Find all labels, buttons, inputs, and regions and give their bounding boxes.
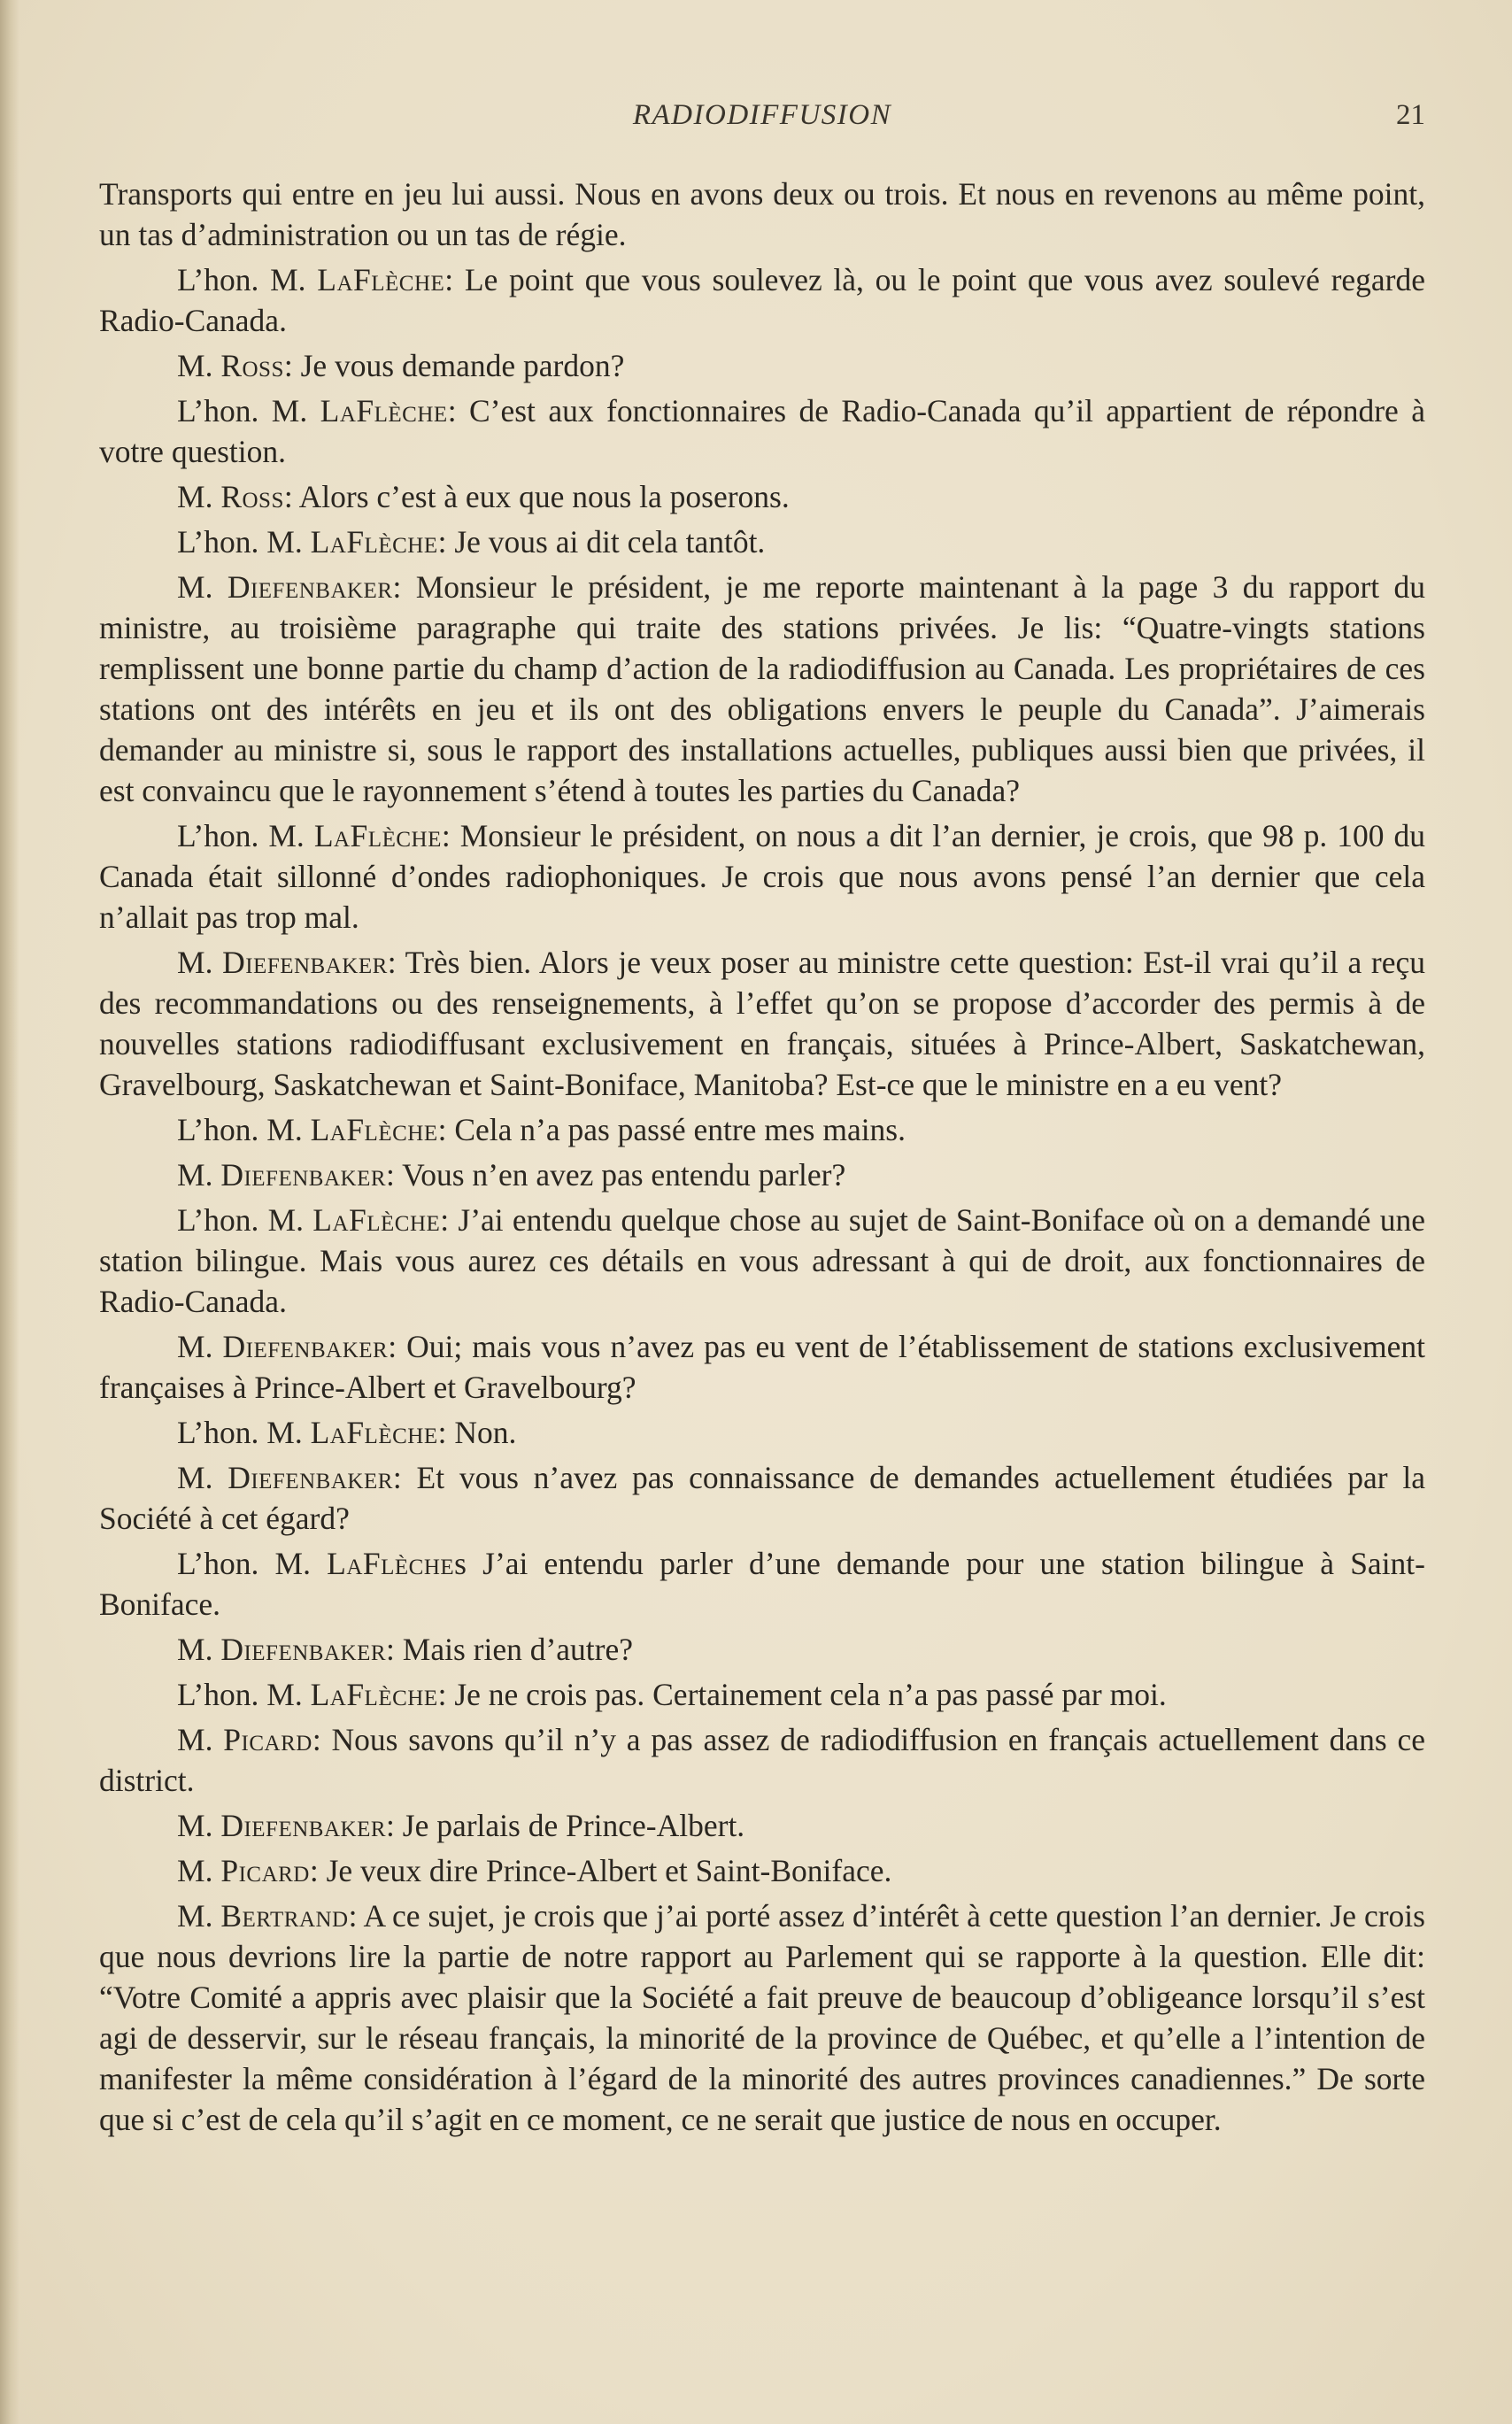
speaker-title: L’hon. M. — [177, 1677, 311, 1712]
paragraph — [99, 1629, 1425, 1670]
speaker-title: L’hon. M. — [177, 262, 318, 297]
paragraph-text: : Nous savons qu’il n’y a pas assez de radiodiffusion en français actuellement dans ce district. — [99, 1722, 1425, 1798]
page-header — [99, 99, 1425, 143]
speaker-title: M. — [177, 1157, 221, 1193]
speaker-title: L’hon. M. — [177, 393, 320, 428]
paragraph — [99, 390, 1425, 472]
speaker-title: L’hon. M. — [177, 1415, 311, 1450]
speaker-title: L’hon. M. — [177, 524, 311, 560]
paragraph — [99, 174, 1425, 255]
binding-edge — [0, 0, 19, 2424]
paragraph-text: : Très bien. Alors je veux poser au ministre cette question: Est-il vrai qu’il a reçu des recommandations ou des renseignements, à l’effet qu’on se propose d’accorder des permis à de nouvelles stations radiodiffusant exclusivement en français, situées à Prince-Albert, Saskatchewan, Gravelbourg, Saskatchewan et Saint-Boniface, Manitoba? Est-ce que le ministre en a eu vent? — [99, 945, 1425, 1102]
paragraph — [99, 476, 1425, 517]
running-title: RADIODIFFUSION — [632, 99, 892, 131]
paragraph — [99, 1895, 1425, 2140]
speaker-title: M. — [177, 1808, 221, 1843]
speaker-title: L’hon. M. — [177, 1112, 311, 1147]
paragraph-text: : Alors c’est à eux que nous la poserons. — [283, 479, 790, 514]
paragraph — [99, 1457, 1425, 1539]
paragraph-text: : Oui; mais vous n’avez pas eu vent de l’établissement de stations exclusivement françaises à Prince-Albert et Gravelbourg? — [99, 1329, 1425, 1405]
paragraph — [99, 345, 1425, 386]
paragraph — [99, 1200, 1425, 1322]
paragraph-text: : C’est aux fonctionnaires de Radio-Canada qu’il appartient de répondre à votre question. — [99, 393, 1425, 469]
speaker-name: Diefenbaker — [220, 1808, 387, 1843]
paragraph — [99, 1719, 1425, 1801]
paragraph-text: : Je vous demande pardon? — [283, 348, 625, 383]
speaker-title: M. — [177, 1853, 221, 1888]
speaker-name: LaFlèche — [310, 1677, 438, 1712]
paragraph — [99, 942, 1425, 1105]
speaker-title: M. — [177, 1329, 223, 1364]
speaker-title: L’hon. M. — [177, 1202, 313, 1238]
paragraph-text: : Non. — [437, 1415, 517, 1450]
paragraph — [99, 1850, 1425, 1891]
speaker-name: Diefenbaker — [222, 945, 388, 980]
speaker-title: M. — [177, 479, 221, 514]
speaker-title: M. — [177, 1460, 228, 1495]
speaker-title: M. — [177, 1898, 221, 1934]
paragraph-text: : Je ne crois pas. Certainement cela n’a pas passé par moi. — [437, 1677, 1167, 1712]
speaker-name: Diefenbaker — [220, 1157, 387, 1193]
paragraph-text: : Vous n’en avez pas entendu parler? — [386, 1157, 846, 1193]
body-text — [99, 174, 1425, 2144]
speaker-name: Diefenbaker — [227, 569, 393, 605]
paragraph-text: : Je parlais de Prince-Albert. — [386, 1808, 745, 1843]
speaker-name: LaFlèche — [310, 1112, 438, 1147]
speaker-name: Bertrand — [220, 1898, 349, 1934]
speaker-name: Picard — [223, 1722, 312, 1757]
paragraph-text: : Et vous n’avez pas connaissance de demandes actuellement étudiées par la Société à cet égard? — [99, 1460, 1425, 1536]
paragraph — [99, 1805, 1425, 1846]
speaker-name: Diefenbaker — [220, 1632, 387, 1667]
paragraph-text: Transports qui entre en jeu lui aussi. Nous en avons deux ou trois. Et nous en revenons au même point, un tas d’administration ou un tas de régie. — [99, 176, 1425, 252]
paragraph — [99, 259, 1425, 341]
page-number: 21 — [1396, 99, 1425, 131]
paragraph — [99, 1326, 1425, 1408]
paragraph — [99, 1412, 1425, 1453]
speaker-name: LaFlèche — [327, 1546, 455, 1581]
speaker-title: L’hon. M. — [177, 1546, 328, 1581]
speaker-title: M. — [177, 569, 228, 605]
paragraph — [99, 1154, 1425, 1195]
speaker-title: M. — [177, 1632, 221, 1667]
speaker-title: M. — [177, 1722, 224, 1757]
paragraph-text: : Monsieur le président, on nous a dit l’an dernier, je crois, que 98 p. 100 du Canada était sillonné d’ondes radiophoniques. Je crois que nous avons pensé l’an dernier que cela n’allait pas trop mal. — [99, 818, 1425, 935]
paragraph-text: : Je vous ai dit cela tantôt. — [437, 524, 766, 560]
speaker-title: L’hon. M. — [177, 818, 314, 853]
speaker-title: M. — [177, 348, 221, 383]
speaker-name: LaFlèche — [310, 524, 438, 560]
paragraph-text: : Le point que vous soulevez là, ou le point que vous avez soulevé regarde Radio-Canada. — [99, 262, 1425, 338]
paragraph — [99, 567, 1425, 811]
paragraph-text: : Mais rien d’autre? — [386, 1632, 633, 1667]
speaker-title: M. — [177, 945, 223, 980]
speaker-name: LaFlèche — [317, 262, 445, 297]
paragraph — [99, 1109, 1425, 1150]
speaker-name: Picard — [220, 1853, 310, 1888]
speaker-name: Diefenbaker — [222, 1329, 389, 1364]
speaker-name: LaFlèche — [310, 1415, 438, 1450]
speaker-name: LaFlèche — [312, 1202, 441, 1238]
speaker-name: Ross — [220, 348, 284, 383]
paragraph-text: : Monsieur le président, je me reporte maintenant à la page 3 du rapport du ministre, au troisième paragraphe qui traite des stations privées. Je lis: “Quatre-vingts stations remplissent une bonne partie du champ d’action de la radiodiffusion au Canada. Les propriétaires de ces stations ont des intérêts en jeu et ils ont des obligations envers le peuple du Canada”. J’aimerais demander au ministre si, sous le rapport des installations actuelles, publiques aussi bien que privées, il est convaincu que le rayonnement s’étend à toutes les parties du Canada? — [99, 569, 1425, 808]
paragraph-text: : Cela n’a pas passé entre mes mains. — [437, 1112, 906, 1147]
paragraph-text: : J’ai entendu quelque chose au sujet de Saint-Boniface où on a demandé une station bilingue. Mais vous aurez ces détails en vous adressant à qui de droit, aux fonctionnaires de Radio-Canada. — [99, 1202, 1425, 1319]
paragraph — [99, 815, 1425, 938]
paragraph-text: : Je veux dire Prince-Albert et Saint-Boniface. — [309, 1853, 892, 1888]
paragraph-text: : A ce sujet, je crois que j’ai porté assez d’intérêt à cette question l’an dernier. Je crois que nous devrions lire la partie de notre rapport au Parlement qui se rapporte à la question. Elle dit: “Votre Comité a appris avec plaisir que la Société a fait preuve de beaucoup d’obligeance lorsqu’il s’est agi de desservir, sur le réseau français, la minorité de la province de Québec, et qu’elle a l’intention de manifester la même considération à l’égard de la minorité des autres provinces canadiennes.” De sorte que si c’est de cela qu’il s’agit en ce moment, ce ne serait que justice de nous en occuper. — [99, 1898, 1425, 2137]
paragraph-text: s J’ai entendu parler d’une demande pour une station bilingue à Saint-Boniface. — [99, 1546, 1425, 1622]
speaker-name: Ross — [220, 479, 284, 514]
speaker-name: LaFlèche — [320, 393, 448, 428]
paragraph — [99, 1674, 1425, 1715]
speaker-name: LaFlèche — [313, 818, 442, 853]
paragraph — [99, 1543, 1425, 1625]
paragraph — [99, 521, 1425, 562]
speaker-name: Diefenbaker — [228, 1460, 393, 1495]
